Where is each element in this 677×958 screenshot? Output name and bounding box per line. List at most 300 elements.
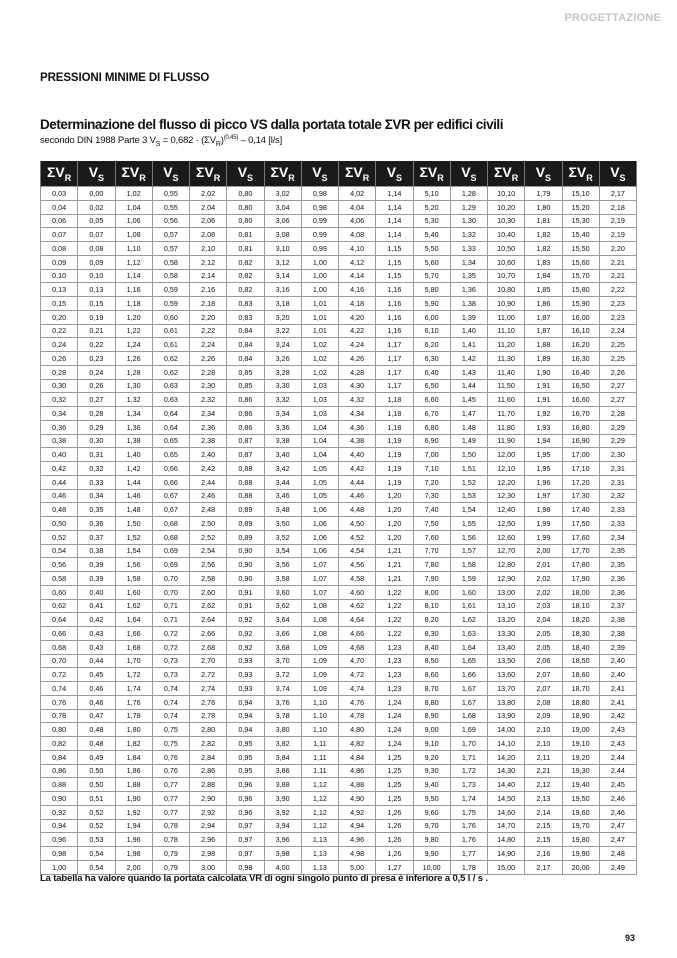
table-row [41, 200, 637, 214]
table-cell: 0,15 [78, 297, 115, 311]
table-cell: 1,26 [376, 819, 413, 833]
formula-mid: = 0,682 · (ΣV [160, 135, 216, 147]
table-cell: 1,60 [115, 585, 152, 599]
table-cell: 0,50 [78, 764, 115, 778]
table-cell: 3,52 [264, 530, 301, 544]
table-cell: 0,81 [227, 242, 264, 256]
table-cell: 1,06 [115, 214, 152, 228]
table-cell: 0,50 [78, 778, 115, 792]
table-cell: 1,90 [525, 365, 562, 379]
table-cell: 8,30 [413, 627, 450, 641]
table-cell: 8,10 [413, 599, 450, 613]
table-cell: 1,70 [450, 737, 487, 751]
column-header-symbol: ΣV [121, 164, 140, 181]
table-cell: 1,15 [376, 242, 413, 256]
table-cell: 0,56 [152, 214, 189, 228]
table-cell: 8,60 [413, 668, 450, 682]
table-cell: 2,58 [190, 572, 227, 586]
table-cell: 1,19 [376, 434, 413, 448]
table-cell: 1,74 [115, 682, 152, 696]
table-cell: 2,29 [599, 420, 636, 434]
table-cell: 1,18 [376, 407, 413, 421]
table-cell: 1,12 [301, 819, 338, 833]
table-cell: 18,00 [562, 585, 599, 599]
table-cell: 18,20 [562, 613, 599, 627]
column-header [190, 161, 227, 187]
table-cell: 2,90 [190, 792, 227, 806]
table-cell: 1,08 [301, 627, 338, 641]
table-cell: 1,06 [301, 544, 338, 558]
table-cell: 0,82 [227, 283, 264, 297]
table-cell: 18,70 [562, 682, 599, 696]
column-header [488, 161, 525, 187]
table-cell: 1,88 [115, 778, 152, 792]
table-cell: 0,34 [78, 489, 115, 503]
table-cell: 1,96 [115, 833, 152, 847]
table-cell: 0,88 [41, 778, 78, 792]
table-cell: 2,31 [599, 475, 636, 489]
table-cell: 1,24 [115, 338, 152, 352]
table-cell: 2,33 [599, 503, 636, 517]
table-cell: 2,32 [190, 393, 227, 407]
table-cell: 1,15 [376, 255, 413, 269]
table-cell: 4,28 [339, 365, 376, 379]
table-cell: 2,34 [190, 407, 227, 421]
table-cell: 0,96 [227, 792, 264, 806]
table-cell: 2,46 [190, 489, 227, 503]
table-cell: 8,90 [413, 709, 450, 723]
table-cell: 2,70 [190, 654, 227, 668]
table-cell: 2,40 [599, 668, 636, 682]
table-cell: 0,77 [152, 805, 189, 819]
table-cell: 8,40 [413, 640, 450, 654]
table-cell: 0,70 [41, 654, 78, 668]
table-cell: 0,22 [78, 338, 115, 352]
table-cell: 2,26 [190, 352, 227, 366]
table-cell: 4,14 [339, 269, 376, 283]
table-cell: 20,00 [562, 860, 599, 874]
table-cell: 0,89 [227, 503, 264, 517]
column-header [264, 161, 301, 187]
table-cell: 0,75 [152, 723, 189, 737]
table-row [41, 269, 637, 283]
table-cell: 14,40 [488, 778, 525, 792]
table-cell: 1,20 [376, 503, 413, 517]
table-cell: 4,48 [339, 503, 376, 517]
table-cell: 13,20 [488, 613, 525, 627]
table-cell: 1,02 [115, 187, 152, 201]
page-number: 93 [624, 933, 635, 943]
table-cell: 0,85 [227, 365, 264, 379]
table-cell: 1,10 [301, 695, 338, 709]
table-cell: 2,02 [525, 572, 562, 586]
table-cell: 16,60 [562, 393, 599, 407]
table-cell: 4,08 [339, 228, 376, 242]
table-cell: 0,84 [227, 324, 264, 338]
table-cell: 0,67 [152, 503, 189, 517]
table-cell: 1,30 [115, 379, 152, 393]
table-cell: 10,60 [488, 255, 525, 269]
table-cell: 0,58 [152, 255, 189, 269]
table-cell: 2,44 [599, 764, 636, 778]
table-cell: 10,90 [488, 297, 525, 311]
table-cell: 1,02 [301, 352, 338, 366]
table-cell: 1,67 [450, 695, 487, 709]
table-cell: 0,08 [78, 242, 115, 256]
table-cell: 19,10 [562, 737, 599, 751]
table-cell: 9,30 [413, 764, 450, 778]
table-cell: 4,86 [339, 764, 376, 778]
table-cell: 2,43 [599, 723, 636, 737]
table-cell: 14,10 [488, 737, 525, 751]
table-cell: 2,19 [599, 228, 636, 242]
table-cell: 2,40 [599, 654, 636, 668]
table-cell: 0,76 [152, 764, 189, 778]
table-cell: 1,57 [450, 544, 487, 558]
table-cell: 1,14 [115, 269, 152, 283]
table-cell: 1,78 [115, 709, 152, 723]
table-cell: 0,99 [301, 214, 338, 228]
table-cell: 0,77 [152, 778, 189, 792]
table-cell: 12,10 [488, 462, 525, 476]
table-cell: 7,20 [413, 475, 450, 489]
table-cell: 1,18 [115, 297, 152, 311]
table-cell: 0,38 [78, 544, 115, 558]
table-cell: 1,83 [525, 255, 562, 269]
table-cell: 0,97 [227, 833, 264, 847]
table-cell: 1,10 [115, 242, 152, 256]
table-cell: 2,11 [525, 750, 562, 764]
table-cell: 2,02 [525, 585, 562, 599]
table-cell: 1,44 [450, 379, 487, 393]
table-cell: 0,74 [152, 709, 189, 723]
table-cell: 7,50 [413, 517, 450, 531]
table-cell: 0,64 [41, 613, 78, 627]
table-cell: 0,92 [227, 627, 264, 641]
table-cell: 18,30 [562, 627, 599, 641]
table-row [41, 475, 637, 489]
table-cell: 13,30 [488, 627, 525, 641]
formula-exponent: (0,45) [223, 135, 239, 141]
table-cell: 2,94 [190, 819, 227, 833]
table-cell: 4,44 [339, 475, 376, 489]
table-cell: 1,58 [450, 558, 487, 572]
table-cell: 0,60 [152, 310, 189, 324]
table-cell: 2,05 [525, 627, 562, 641]
table-cell: 1,01 [301, 324, 338, 338]
table-cell: 0,80 [227, 187, 264, 201]
table-row [41, 187, 637, 201]
table-cell: 1,06 [301, 517, 338, 531]
table-cell: 18,80 [562, 695, 599, 709]
table-cell: 1,22 [376, 627, 413, 641]
table-cell: 0,87 [227, 434, 264, 448]
table-cell: 0,52 [41, 530, 78, 544]
table-cell: 3,80 [264, 723, 301, 737]
table-cell: 0,83 [227, 297, 264, 311]
table-cell: 2,03 [525, 599, 562, 613]
table-cell: 2,52 [190, 530, 227, 544]
table-cell: 4,72 [339, 668, 376, 682]
table-cell: 15,00 [488, 860, 525, 874]
table-row [41, 489, 637, 503]
table-cell: 0,86 [227, 420, 264, 434]
table-cell: 2,28 [599, 407, 636, 421]
table-cell: 0,36 [78, 517, 115, 531]
table-cell: 17,20 [562, 475, 599, 489]
table-cell: 0,28 [78, 407, 115, 421]
table-row [41, 214, 637, 228]
table-cell: 0,61 [152, 338, 189, 352]
table-cell: 9,70 [413, 819, 450, 833]
table-cell: 0,65 [152, 448, 189, 462]
table-cell: 1,14 [376, 214, 413, 228]
table-cell: 0,64 [152, 407, 189, 421]
table-cell: 1,26 [376, 847, 413, 861]
table-cell: 1,17 [376, 379, 413, 393]
table-cell: 1,84 [525, 269, 562, 283]
table-cell: 2,41 [599, 695, 636, 709]
table-cell: 1,13 [301, 860, 338, 874]
table-cell: 0,62 [152, 352, 189, 366]
column-header-subscript: S [172, 172, 179, 183]
table-cell: 1,52 [450, 475, 487, 489]
table-cell: 2,30 [599, 448, 636, 462]
table-cell: 1,71 [450, 750, 487, 764]
table-row [41, 255, 637, 269]
table-cell: 13,90 [488, 709, 525, 723]
table-cell: 15,70 [562, 269, 599, 283]
table-row [41, 654, 637, 668]
table-cell: 1,35 [450, 269, 487, 283]
table-cell: 1,09 [301, 654, 338, 668]
table-cell: 0,32 [41, 393, 78, 407]
table-cell: 0,96 [41, 833, 78, 847]
table-cell: 3,92 [264, 805, 301, 819]
table-cell: 0,88 [227, 489, 264, 503]
table-cell: 1,00 [301, 283, 338, 297]
table-cell: 14,50 [488, 792, 525, 806]
table-cell: 5,00 [339, 860, 376, 874]
table-cell: 0,98 [227, 860, 264, 874]
table-cell: 1,26 [115, 352, 152, 366]
table-row [41, 750, 637, 764]
table-cell: 3,94 [264, 819, 301, 833]
table-cell: 1,63 [450, 627, 487, 641]
table-cell: 0,44 [41, 475, 78, 489]
table-cell: 4,78 [339, 709, 376, 723]
table-cell: 0,78 [152, 833, 189, 847]
table-cell: 2,88 [190, 778, 227, 792]
table-cell: 0,62 [41, 599, 78, 613]
table-cell: 4,26 [339, 352, 376, 366]
table-cell: 1,12 [301, 805, 338, 819]
table-cell: 0,23 [78, 352, 115, 366]
table-cell: 2,01 [525, 558, 562, 572]
table-cell: 1,79 [525, 187, 562, 201]
table-cell: 1,34 [450, 255, 487, 269]
column-header-symbol: V [610, 164, 620, 181]
table-cell: 0,78 [152, 819, 189, 833]
table-cell: 2,46 [599, 805, 636, 819]
table-cell: 2,18 [599, 200, 636, 214]
formula-sub-r: R [215, 141, 221, 149]
column-header [599, 161, 636, 187]
table-cell: 0,15 [41, 297, 78, 311]
table-cell: 1,14 [376, 228, 413, 242]
table-cell: 13,10 [488, 599, 525, 613]
table-cell: 1,06 [301, 530, 338, 544]
table-cell: 2,66 [190, 627, 227, 641]
table-cell: 1,26 [376, 833, 413, 847]
table-row [41, 860, 637, 874]
table-cell: 4,60 [339, 585, 376, 599]
table-row [41, 805, 637, 819]
table-cell: 7,90 [413, 572, 450, 586]
table-cell: 0,24 [41, 338, 78, 352]
table-cell: 2,10 [525, 723, 562, 737]
table-cell: 1,78 [450, 860, 487, 874]
table-cell: 2,04 [525, 613, 562, 627]
table-cell: 3,74 [264, 682, 301, 696]
table-cell: 0,86 [227, 393, 264, 407]
column-header-symbol: ΣV [196, 164, 214, 181]
table-cell: 0,42 [78, 613, 115, 627]
table-cell: 1,82 [525, 228, 562, 242]
table-cell: 2,43 [599, 737, 636, 751]
table-cell: 9,50 [413, 792, 450, 806]
table-cell: 1,18 [376, 393, 413, 407]
table-cell: 19,00 [562, 723, 599, 737]
column-header [115, 161, 152, 187]
table-row [41, 847, 637, 861]
table-cell: 2,72 [190, 668, 227, 682]
table-cell: 1,17 [376, 338, 413, 352]
table-cell: 0,90 [227, 572, 264, 586]
table-cell: 1,22 [376, 613, 413, 627]
table-cell: 10,20 [488, 200, 525, 214]
table-cell: 4,30 [339, 379, 376, 393]
table-cell: 1,07 [301, 585, 338, 599]
table-cell: 0,42 [41, 462, 78, 476]
table-cell: 2,46 [599, 792, 636, 806]
table-cell: 1,58 [115, 572, 152, 586]
table-cell: 1,20 [376, 530, 413, 544]
table-cell: 4,24 [339, 338, 376, 352]
table-cell: 5,50 [413, 242, 450, 256]
table-cell: 0,32 [78, 462, 115, 476]
table-cell: 1,40 [450, 324, 487, 338]
table-cell: 1,21 [376, 544, 413, 558]
table-cell: 16,20 [562, 338, 599, 352]
table-cell: 6,90 [413, 434, 450, 448]
table-cell: 1,98 [525, 503, 562, 517]
table-cell: 2,26 [599, 365, 636, 379]
table-cell: 0,94 [227, 709, 264, 723]
table-cell: 5,30 [413, 214, 450, 228]
table-cell: 3,84 [264, 750, 301, 764]
table-row [41, 709, 637, 723]
table-cell: 4,64 [339, 613, 376, 627]
table-cell: 3,14 [264, 269, 301, 283]
table-cell: 1,02 [301, 365, 338, 379]
table-cell: 0,00 [78, 187, 115, 201]
table-row [41, 668, 637, 682]
table-cell: 16,70 [562, 407, 599, 421]
table-cell: 1,30 [450, 214, 487, 228]
table-row [41, 778, 637, 792]
table-cell: 2,37 [599, 599, 636, 613]
table-cell: 1,09 [301, 668, 338, 682]
table-cell: 1,61 [450, 599, 487, 613]
column-header [301, 161, 338, 187]
table-cell: 3,04 [264, 200, 301, 214]
table-cell: 1,23 [376, 668, 413, 682]
table-cell: 0,82 [41, 737, 78, 751]
table-cell: 0,87 [227, 448, 264, 462]
table-cell: 0,80 [227, 200, 264, 214]
table-cell: 4,42 [339, 462, 376, 476]
table-cell: 1,56 [450, 530, 487, 544]
table-cell: 0,21 [78, 324, 115, 338]
table-cell: 1,43 [450, 365, 487, 379]
table-cell: 3,96 [264, 833, 301, 847]
table-cell: 14,70 [488, 819, 525, 833]
table-cell: 1,91 [525, 393, 562, 407]
column-header-subscript: R [362, 172, 370, 183]
table-cell: 13,00 [488, 585, 525, 599]
table-cell: 3,34 [264, 407, 301, 421]
table-row [41, 310, 637, 324]
column-header-symbol: V [461, 164, 471, 181]
table-cell: 12,20 [488, 475, 525, 489]
table-cell: 17,90 [562, 572, 599, 586]
table-cell: 0,67 [152, 489, 189, 503]
table-cell: 0,74 [152, 682, 189, 696]
table-row [41, 599, 637, 613]
table-cell: 1,69 [450, 723, 487, 737]
table-cell: 2,34 [599, 530, 636, 544]
column-header-symbol: V [312, 164, 322, 181]
table-cell: 0,46 [41, 489, 78, 503]
table-row [41, 393, 637, 407]
table-cell: 0,57 [152, 242, 189, 256]
table-cell: 0,84 [41, 750, 78, 764]
table-cell: 4,80 [339, 723, 376, 737]
table-cell: 0,95 [227, 764, 264, 778]
table-cell: 3,36 [264, 420, 301, 434]
table-cell: 1,24 [376, 695, 413, 709]
table-cell: 1,56 [115, 558, 152, 572]
table-cell: 10,70 [488, 269, 525, 283]
table-cell: 1,10 [301, 709, 338, 723]
table-cell: 0,50 [41, 517, 78, 531]
table-cell: 1,19 [376, 448, 413, 462]
table-cell: 0,26 [78, 379, 115, 393]
table-cell: 0,98 [41, 847, 78, 861]
table-cell: 1,46 [115, 489, 152, 503]
table-cell: 0,41 [78, 599, 115, 613]
table-cell: 0,78 [41, 709, 78, 723]
table-cell: 1,11 [301, 750, 338, 764]
table-cell: 3,08 [264, 228, 301, 242]
table-cell: 6,80 [413, 420, 450, 434]
table-cell: 2,44 [190, 475, 227, 489]
column-header [78, 161, 115, 187]
table-cell: 4,40 [339, 448, 376, 462]
table-cell: 0,97 [227, 819, 264, 833]
table-cell: 1,07 [301, 572, 338, 586]
